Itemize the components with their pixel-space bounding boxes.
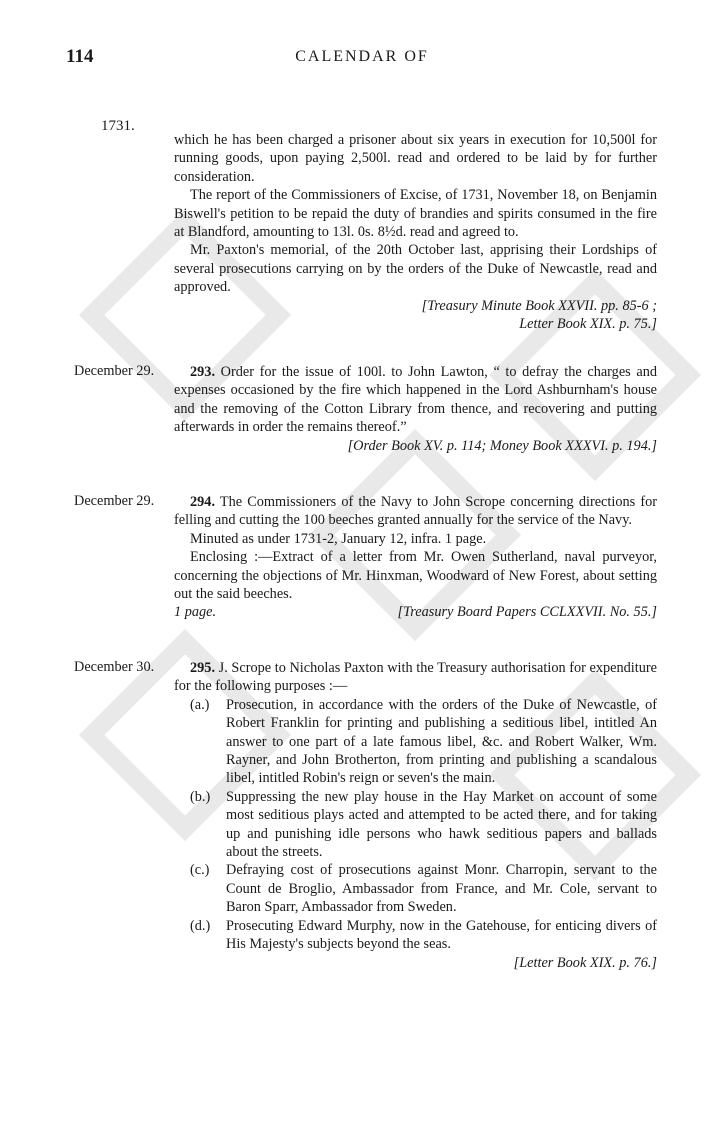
page-count: 1 page. xyxy=(174,604,217,621)
entry-number: 294. xyxy=(190,494,216,510)
entry-293 xyxy=(174,363,657,455)
citation: [Order Book XV. p. 114; Money Book XXXVI. p. 194.] xyxy=(347,437,657,454)
list-item: (d.) Prosecuting Edward Murphy, now in the Gatehouse, for enticing divers of His Majesty's subjects beyond the seas. xyxy=(190,917,657,953)
entry-text: The Commissioners of the Navy to John Scrope concerning directions for felling and cutting the 100 beeches granted annually for the service of the Navy. xyxy=(174,494,657,529)
list-item: (b.) Suppressing the new play house in the Hay Market on account of some most seditious plays acted and attempted to be acted there, and for taking up and punishing idle persons who hawk seditious papers and ballads about the streets. xyxy=(190,788,657,861)
page-number: 114 xyxy=(66,46,94,67)
cont-paragraph: which he has been charged a prisoner about six years in execution for 10,500l for running goods, upon paying 2,500l. read and ordered to be laid by for further consideration. xyxy=(174,132,657,185)
citation: [Letter Book XIX. p. 76.] xyxy=(513,954,657,971)
citation-line xyxy=(174,603,657,621)
cont-paragraph: Mr. Paxton's memorial, of the 20th October last, apprising their Lordships of several prosecutions carrying on by the orders of the Duke of Newcastle, read and approved. xyxy=(174,242,657,296)
entry-date: December 29. xyxy=(74,493,155,509)
minuted-note: Minuted as under 1731-2, January 12, infra. 1 page. xyxy=(190,530,487,547)
page-header xyxy=(66,46,658,76)
entry-294 xyxy=(174,493,657,622)
list-item: (c.) Defraying cost of prosecutions against Monr. Charropin, servant to the Count de Broglio, Ambassador from France, and Mr. Cole, servant to Baron Sparr, Ambassador from Sweden. xyxy=(190,862,657,916)
continuation-block xyxy=(174,131,657,333)
running-title: CALENDAR OF xyxy=(295,48,429,65)
entry-number: 293. xyxy=(190,364,216,380)
enclosing-note: Enclosing :—Extract of a letter from Mr. Owen Sutherland, naval purveyor, concerning the objections of Mr. Hinxman, Woodward of New Forest, about setting out the said beeches. xyxy=(174,549,657,603)
citation: Letter Book XIX. p. 75.] xyxy=(519,316,657,333)
cont-paragraph: The report of the Commissioners of Excise, of 1731, November 18, on Benjamin Biswell's petition to be repaid the duty of brandies and spirits consumed in the fire at Blandford, amounting to 13l. 0s. 8½d. read and agreed to. xyxy=(174,187,657,241)
entry-text: J. Scrope to Nicholas Paxton with the Treasury authorisation for expenditure for the following purposes :— xyxy=(174,660,658,695)
entry-text: Order for the issue of 100l. to John Lawton, “ to defray the charges and expenses occasioned by the fire which happened in the Lord Ashburnham's house and the removing of the Cotton Library from thence, and recovering and putting afterwards in order the remains thereof.” xyxy=(174,364,657,436)
entry-date: December 30. xyxy=(74,659,155,675)
citation: [Treasury Minute Book XXVII. pp. 85-6 ; xyxy=(421,297,657,314)
citation: [Treasury Board Papers CCLXXVII. No. 55.] xyxy=(397,604,657,621)
entry-number: 295. xyxy=(190,660,216,676)
entry-date: December 29. xyxy=(74,363,155,379)
list-item: (a.) Prosecution, in accordance with the orders of the Duke of Newcastle, of Robert Franklin for printing and publishing a seditious libel, intitled An answer to one part of a late famous libel, &c. and Robert Walker, Wm. Rayner, and John Brotherton, from printing and publishing a scandalous libel, intitled Robin's reign or seven's the main. xyxy=(190,696,657,787)
margin-year: 1731. xyxy=(101,118,135,134)
entry-295 xyxy=(174,659,657,972)
